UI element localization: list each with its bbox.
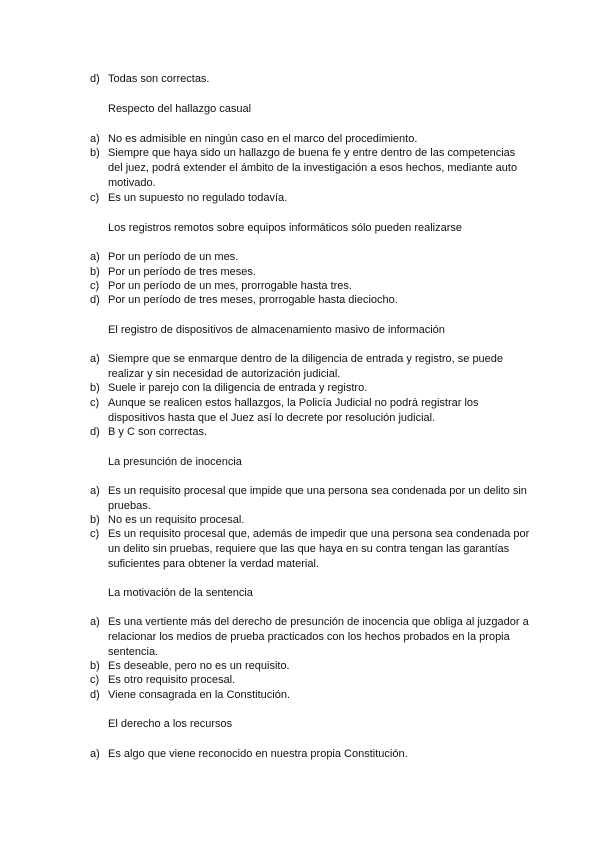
option-text: Viene consagrada en la Constitución. [108, 689, 291, 701]
option-item [90, 381, 530, 396]
option-letter: a) [90, 485, 100, 497]
option-item [90, 747, 530, 762]
option-item [90, 513, 530, 528]
option-item [90, 265, 530, 280]
option-item [90, 279, 530, 294]
option-item [90, 191, 530, 206]
option-letter: d) [90, 73, 100, 85]
option-letter: a) [90, 251, 100, 263]
option-item [90, 659, 530, 674]
option-text: B y C son correctas. [108, 426, 208, 438]
option-letter: c) [90, 674, 100, 686]
question-heading: El derecho a los recursos [108, 718, 233, 730]
option-item [90, 72, 530, 87]
question-heading: La presunción de inocencia [108, 456, 242, 468]
option-item [90, 146, 530, 191]
option-item [90, 250, 530, 265]
option-letter: b) [90, 147, 100, 159]
option-text: Es un requisito procesal que impide que una persona sea condenada por un delito sin pruebas. [108, 485, 527, 512]
option-text: Es un supuesto no regulado todavía. [108, 192, 288, 204]
option-text: No es admisible en ningún caso en el marco del procedimiento. [108, 133, 418, 145]
option-text: Por un período de tres meses. [108, 266, 256, 278]
option-letter: a) [90, 748, 100, 760]
option-letter: b) [90, 660, 100, 672]
option-letter: c) [90, 528, 100, 540]
option-letter: b) [90, 266, 100, 278]
option-text: Aunque se realicen estos hallazgos, la Policía Judicial no podrá registrar los dispositivos hasta que el Juez así lo decrete por resolución judicial. [108, 397, 479, 424]
option-letter: c) [90, 280, 100, 292]
option-letter: c) [90, 397, 100, 409]
option-item [90, 293, 530, 308]
option-letter: a) [90, 353, 100, 365]
option-text: Es una vertiente más del derecho de presunción de inocencia que obliga al juzgador a relacionar los medios de prueba practicados con los hechos probados en la propia sentencia. [108, 616, 529, 658]
option-text: No es un requisito procesal. [108, 514, 245, 526]
option-letter: c) [90, 192, 100, 204]
option-text: Suele ir parejo con la diligencia de entrada y registro. [108, 382, 368, 394]
question-heading: El registro de dispositivos de almacenamiento masivo de información [108, 324, 445, 336]
option-item [90, 352, 530, 382]
option-item [90, 673, 530, 688]
option-text: Es algo que viene reconocido en nuestra propia Constitución. [108, 748, 408, 760]
option-item [90, 425, 530, 440]
option-letter: a) [90, 133, 100, 145]
option-text: Todas son correctas. [108, 73, 210, 85]
option-text: Siempre que haya sido un hallazgo de buena fe y entre dentro de las competencias del juez, podrá extender el ámbito de la investigación a esos hechos, mediante auto motivado. [108, 147, 518, 189]
option-text: Siempre que se enmarque dentro de la diligencia de entrada y registro, se puede realizar y sin necesidad de autorización judicial. [108, 353, 504, 380]
question-heading: Los registros remotos sobre equipos informáticos sólo pueden realizarse [108, 222, 463, 234]
option-item [90, 396, 530, 426]
option-text: Por un período de tres meses, prorrogable hasta dieciocho. [108, 294, 398, 306]
option-letter: a) [90, 616, 100, 628]
option-letter: d) [90, 294, 100, 306]
option-letter: d) [90, 426, 100, 438]
option-item [90, 484, 530, 514]
option-text: Es deseable, pero no es un requisito. [108, 660, 290, 672]
option-item [90, 527, 530, 572]
option-text: Por un período de un mes. [108, 251, 239, 263]
option-item [90, 132, 530, 147]
option-letter: d) [90, 689, 100, 701]
question-heading: La motivación de la sentencia [108, 587, 253, 599]
option-letter: b) [90, 382, 100, 394]
question-heading: Respecto del hallazgo casual [108, 103, 252, 115]
option-text: Por un período de un mes, prorrogable hasta tres. [108, 280, 352, 292]
option-text: Es otro requisito procesal. [108, 674, 236, 686]
option-letter: b) [90, 514, 100, 526]
option-text: Es un requisito procesal que, además de impedir que una persona sea condenada por un delito sin pruebas, requiere que las que haya en su contra tengan las garantías suficientes para obtener la verdad material. [108, 528, 530, 570]
option-item [90, 615, 530, 660]
option-item [90, 688, 530, 703]
